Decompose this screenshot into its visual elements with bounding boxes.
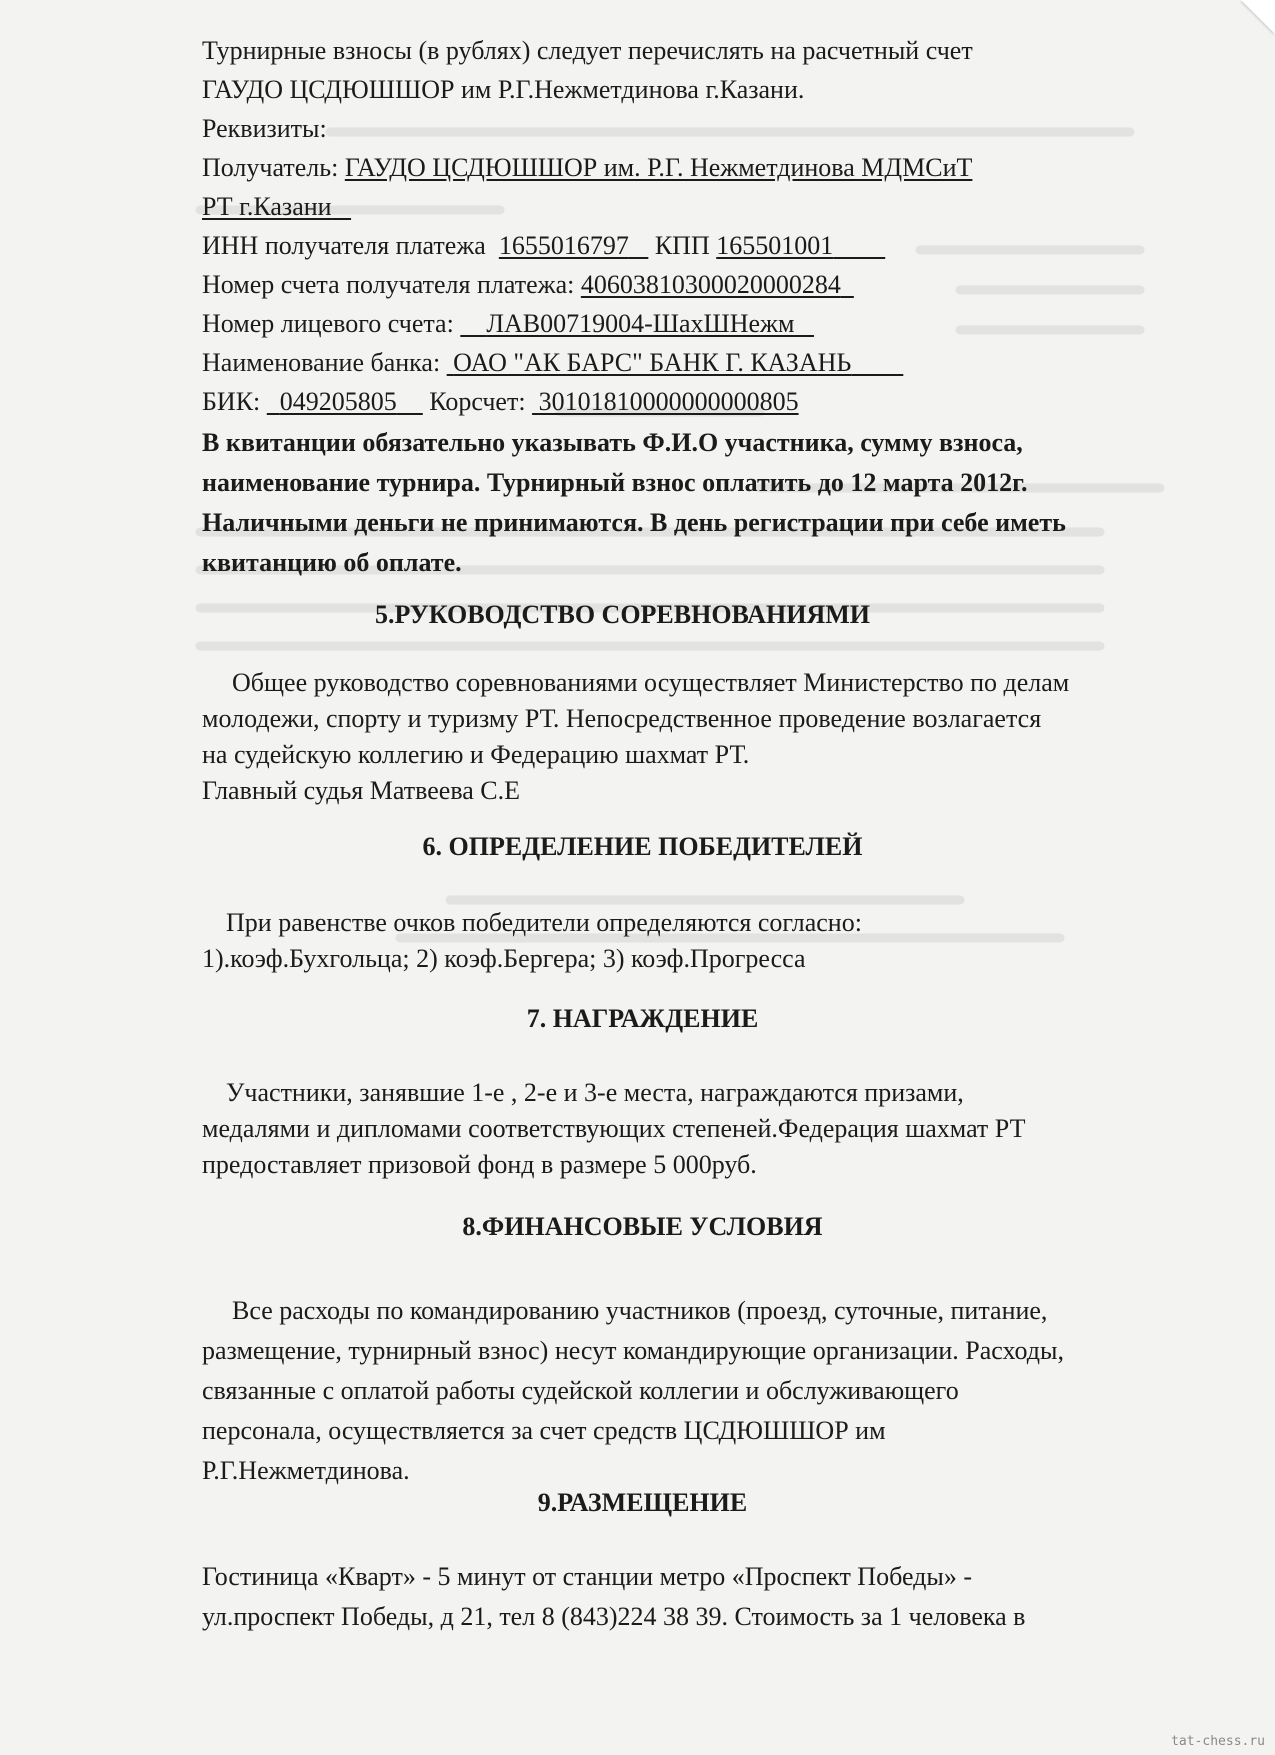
bik-value: 049205805 (279, 387, 397, 416)
personal-account-label: Номер лицевого счета: (202, 309, 454, 338)
section7-heading: 7. НАГРАЖДЕНИЕ (526, 1004, 759, 1033)
section9-line1: Гостиница «Кварт» - 5 минут от станции метро «Проспект Победы» - (202, 1562, 973, 1591)
section8-line1: Все расходы по командированию участников (проезд, суточные, питание, (232, 1296, 1048, 1325)
recipient-label: Получатель: (202, 153, 339, 182)
bank-label: Наименование банка: (202, 348, 441, 377)
account-row (202, 268, 854, 302)
section7-line2: медалями и дипломами соответствующих степеней.Федерация шахмат РТ (202, 1114, 1026, 1143)
recipient-row-2 (202, 190, 351, 224)
bik-row (202, 385, 799, 419)
inn-value: 1655016797 (498, 231, 629, 260)
payment-instruction-line2: ГАУДО ЦСДЮШШОР им Р.Г.Нежметдинова г.Казани. (202, 75, 805, 104)
recipient-value-continued: РТ г.Казани (202, 192, 332, 221)
section8-line2: размещение, турнирный взнос) несут командирующие организации. Расходы, (202, 1336, 1064, 1365)
account-label: Номер счета получателя платежа: (202, 270, 575, 299)
bank-value: ОАО "АК БАРС" БАНК Г. КАЗАНЬ (453, 348, 852, 377)
recipient-row (202, 151, 972, 185)
personal-account-value: ЛАВ00719004-ШахШНежм (486, 309, 795, 338)
source-watermark: tat-chess.ru (1171, 1734, 1265, 1749)
inn-label: ИНН получателя платежа (202, 231, 486, 260)
folded-corner (1241, 0, 1275, 34)
payment-note-line2: наименование турнира. Турнирный взнос оплатить до 12 марта 2012г. (202, 468, 1028, 497)
personal-account-row (202, 307, 814, 341)
section8-line5: Р.Г.Нежметдинова. (202, 1456, 410, 1485)
payment-note-line1: В квитанции обязательно указывать Ф.И.О участника, сумму взноса, (202, 428, 1023, 457)
section6-line2: 1).коэф.Бухгольца; 2) коэф.Бергера; 3) коэф.Прогресса (202, 944, 806, 973)
payment-note-line3: Наличными деньги не принимаются. В день регистрации при себе иметь (202, 508, 1066, 537)
section9-heading: 9.РАЗМЕЩЕНИЕ (537, 1488, 748, 1517)
section8-line4: персонала, осуществляется за счет средств ЦСДЮШШОР им (202, 1416, 886, 1445)
section5-line4: Главный судья Матвеева С.Е (202, 776, 521, 805)
kpp-value: 165501001 (716, 231, 834, 260)
section8-line3: связанные с оплатой работы судейской коллегии и обслуживающего (202, 1376, 959, 1405)
account-value: 40603810300020000284 (580, 270, 841, 299)
kpp-label: КПП (654, 231, 710, 260)
payment-instruction-line1: Турнирные взносы (в рублях) следует перечислять на расчетный счет (202, 36, 973, 65)
payment-note-line4: квитанцию об оплате. (202, 548, 462, 577)
section6-heading: 6. ОПРЕДЕЛЕНИЕ ПОБЕДИТЕЛЕЙ (422, 832, 863, 861)
recipient-value: ГАУДО ЦСДЮШШОР им. Р.Г. Нежметдинова МДМСиТ (344, 153, 973, 182)
section8-heading: 8.ФИНАНСОВЫЕ УСЛОВИЯ (462, 1212, 823, 1241)
inn-kpp-row (202, 229, 885, 263)
section5-line3: на судейскую коллегию и Федерацию шахмат РТ. (202, 740, 750, 769)
requisites-label: Реквизиты: (202, 114, 327, 143)
section6-line1: При равенстве очков победители определяются согласно: (226, 908, 862, 937)
section5-line2: молодежи, спорту и туризму РТ. Непосредственное проведение возлагается (202, 704, 1042, 733)
section7-line3: предоставляет призовой фонд в размере 5 000руб. (202, 1150, 757, 1179)
corr-value: 30101810000000000805 (538, 387, 799, 416)
bik-label: БИК: (202, 387, 261, 416)
corr-label: Корсчет: (429, 387, 526, 416)
bank-row (202, 346, 903, 380)
section7-line1: Участники, занявшие 1-е , 2-е и 3-е места, награждаются призами, (226, 1078, 964, 1107)
section9-line2: ул.проспект Победы, д 21, тел 8 (843)224 38 39. Стоимость за 1 человека в (202, 1602, 1026, 1631)
section5-heading: 5.РУКОВОДСТВО СОРЕВНОВАНИЯМИ (374, 600, 871, 629)
section5-line1: Общее руководство соревнованиями осуществляет Министерство по делам (232, 668, 1070, 697)
